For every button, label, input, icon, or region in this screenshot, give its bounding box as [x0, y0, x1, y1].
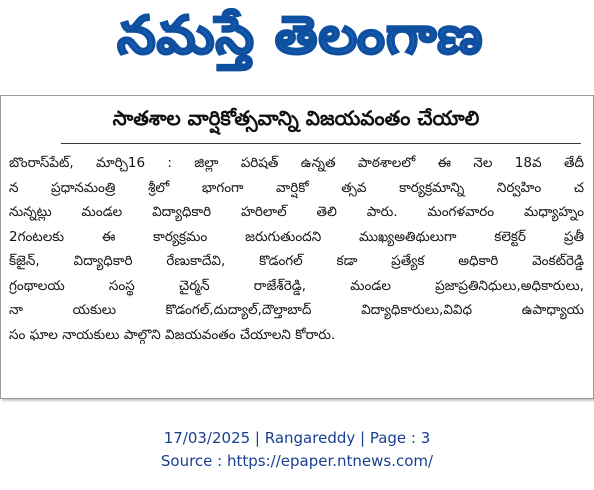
- news-clipping: [0, 95, 594, 399]
- article-line: సం ఘాల నాయకులు పాల్గొని విజయవంతం చేయాలని కోరారు.: [9, 326, 336, 343]
- article-line: బొంరాస్‌పేట్, మార్చి16 : జిల్లా పరిషత్ ఉన్నత పాఠశాలలో ఈ నెల 18వ తేదీ: [9, 155, 584, 171]
- article-line: నున్నట్లు మండల విద్యాధికారి హరిలాల్ తెలి పారు. మంగళవారం మధ్యాహ్నం: [9, 204, 584, 220]
- edition-info: 17/03/2025 | Rangareddy | Page : 3: [163, 429, 431, 447]
- article-line: న ప్రధానమంత్రి శ్రీలో భాగంగా వార్షికో త్సవ కార్యక్రమాన్ని నిర్వహిం చ: [9, 179, 584, 196]
- article-line: 2గంటలకు ఈ కార్యక్రమం జరుగుతుందని ముఖ్యఅతిథులుగా కలెక్టర్ ప్రతీ: [9, 228, 584, 245]
- article-headline: సాతశాల వార్షికోత్సవాన్ని విజయవంతం చేయాలి: [112, 106, 480, 130]
- masthead-title: నమస్తే తెలంగాణ: [116, 5, 484, 66]
- article-body: [9, 151, 584, 347]
- article-line: నా యకులు కొడంగల్,దుద్యాల్,దౌల్తాబాద్ విద్యాధికారులు,వివిధ ఉపాధ్యాయ: [9, 302, 584, 318]
- source-link[interactable]: Source : https://epaper.ntnews.com/: [160, 452, 434, 470]
- headline-divider: [61, 143, 581, 144]
- article-line: క్‌జైన్, విద్యాధికారి రేణుకాదేవి, కొడంగల్ కడా ప్రత్యేక అధికారి వెంకట్‌రెడ్డి: [9, 253, 584, 269]
- newspaper-masthead: [95, 2, 505, 82]
- article-line: గ్రంథాలయ సంస్థ చైర్మన్ రాజేశ్‌రెడ్డి, మండల ప్రజాప్రతినిధులు,అధికారులు,: [9, 277, 584, 294]
